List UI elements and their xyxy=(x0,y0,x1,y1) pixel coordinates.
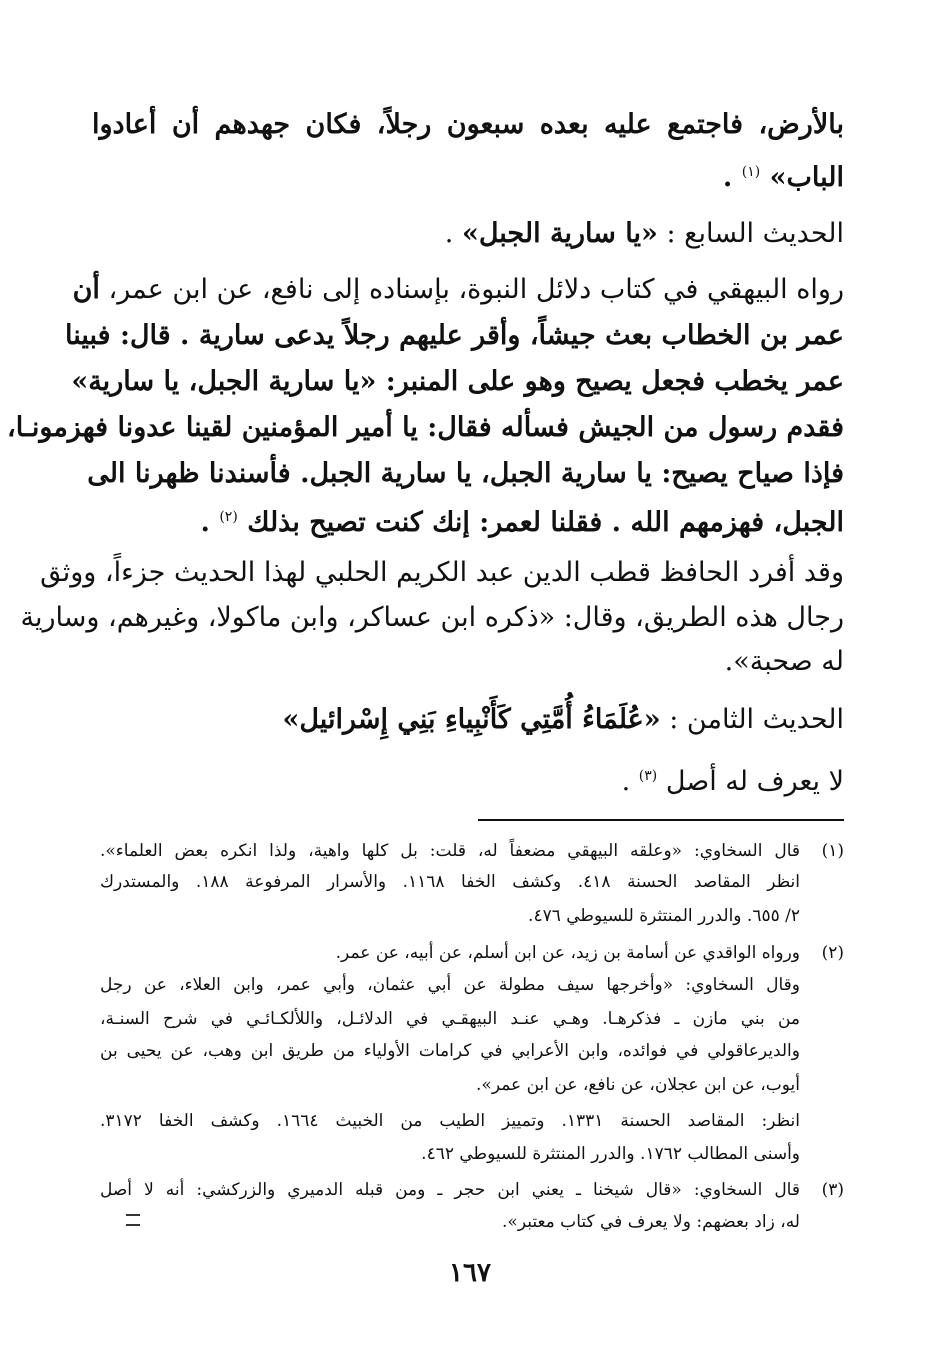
footnote-3-number: (٣) xyxy=(821,1180,844,1200)
hadith8-heading xyxy=(92,698,844,742)
footnote-3-line1: قال السخاوي: «قال شيخنا ـ يعني ابن حجر ـ ومن قبله الدميري والزركشي: أنه لا أصل xyxy=(100,1180,800,1200)
hadith7-title: «يا سارية الجبل» xyxy=(461,218,658,249)
footnote-1-line1: قال السخاوي: «وعلقه البيهقي مضعفاً له، قلت: بل كلها واهية، ولذا انكره بعض العلماء». xyxy=(100,841,800,861)
footnote-ref-1[interactable]: (١) xyxy=(741,164,761,180)
footnote-ref-2[interactable]: (٢) xyxy=(219,509,238,525)
para2-line5: فإذا صياح يصيح: يا سارية الجبل، يا سارية الجبل. فأسندنا ظهرنا الى xyxy=(87,458,844,489)
para1-line2 xyxy=(92,150,844,194)
para3-line3: له صحبة». xyxy=(724,646,844,677)
para1-line1: بالأرض، فاجتمع عليه بعده سبعون رجلاً، فكان جهدهم أن أعادوا xyxy=(92,109,844,140)
hadith7-end: . xyxy=(444,218,454,249)
para2-line3: عمر يخطب فجعل يصيح وهو على المنبر: «يا سارية الجبل، يا سارية» xyxy=(71,366,844,397)
footnote-2-line1: ورواه الواقدي عن أسامة بن زيد، عن ابن أسلم، عن أبيه، عن عمر. xyxy=(335,943,800,963)
footnote-3-line2: له، زاد بعضهم: ولا يعرف في كتاب معتبر». xyxy=(502,1212,800,1232)
para1-line2-text: الباب» xyxy=(769,162,844,193)
para1-line2-end: . xyxy=(722,162,733,193)
footnote-2-line2: وقال السخاوي: «وأخرجها سيف مطولة عن أبي عثمان، وأبي عمر، وابن العلاء، عن رجل xyxy=(100,975,800,995)
page-number: ١٦٧ xyxy=(449,1258,491,1288)
footnote-ref-3[interactable]: (٣) xyxy=(638,768,658,784)
para2-line1-plain: رواه البيهقي في كتاب دلائل النبوة، بإسناده إلى نافع، عن ابن عمر، xyxy=(108,274,844,305)
footnote-2-line4: والديرعاقولي في فوائده، وابن الأعرابي في كرامات الأولياء من طريق ابن وهب، عن يحيى بن xyxy=(100,1041,800,1061)
hadith8-lead: الحديث الثامن : xyxy=(669,704,844,735)
footnote-2-line5: أيوب، عن ابن عجلان، عن نافع، عن ابن عمر». xyxy=(476,1075,800,1095)
para2-line2: عمر بن الخطاب بعث جيشاً، وأقر عليهم رجلاً يدعى سارية . قال: فبينا xyxy=(64,320,844,351)
para2-line1-bold: أن xyxy=(72,274,100,305)
footnote-2-line7: وأسنى المطالب ١٧٦٢. والدرر المنتثرة للسيوطي ٤٦٢. xyxy=(421,1144,800,1164)
hadith8-title: «عُلَمَاءُ أُمَّتِي كَأَنْبِياءِ بَنِي إِسْرائيل» xyxy=(282,704,661,735)
hadith7-lead: الحديث السابع : xyxy=(666,218,844,249)
footnote-1-line2: انظر المقاصد الحسنة ٤١٨. وكشف الخفا ١١٦٨. والأسرار المرفوعة ١٨٨. والمستدرك xyxy=(100,872,800,892)
footnote-2-line6: انظر: المقاصد الحسنة ١٣٣١. وتمييز الطيب من الخبيث ١٦٦٤. وكشف الخفا ٣١٧٢. xyxy=(100,1111,801,1131)
para2-line1 xyxy=(72,268,844,312)
para2-line6 xyxy=(92,495,844,539)
footnote-separator xyxy=(478,819,844,821)
para3-line1: وقد أفرد الحافظ قطب الدين عبد الكريم الحلبي لهذا الحديث جزءاً، ووثق xyxy=(40,557,844,588)
footnote-2-line3: من بني مازن ـ فذكرهـا. وهـي عنـد البيهقـي في الدلائـل، واللألكـائـي في شرح السنـة، xyxy=(100,1009,800,1029)
para4-end: . xyxy=(621,766,631,797)
footnote-2-number: (٢) xyxy=(821,943,844,963)
hadith7-heading xyxy=(92,212,844,256)
footnote-1-number: (١) xyxy=(821,841,844,861)
para4-text: لا يعرف له أصل xyxy=(665,766,844,797)
para4-line xyxy=(92,754,844,798)
para2-line6-end: . xyxy=(200,507,210,538)
para2-line6-text: الجبل، فهزمهم الله . فقلنا لعمر: إنك كنت تصيح بذلك xyxy=(247,507,844,538)
para3-line2: رجال هذه الطريق، وقال: «ذكره ابن عساكر، وابن ماكولا، وغيرهم، وسارية xyxy=(20,602,844,633)
margin-mark xyxy=(126,1214,140,1226)
para2-line4: فقدم رسول من الجيش فسأله فقال: يا أمير المؤمنين لقينا عدونا فهزمونـا، xyxy=(7,412,844,443)
footnote-1-line3: ٢/ ٦٥٥. والدرر المنتثرة للسيوطي ٤٧٦. xyxy=(528,906,800,926)
